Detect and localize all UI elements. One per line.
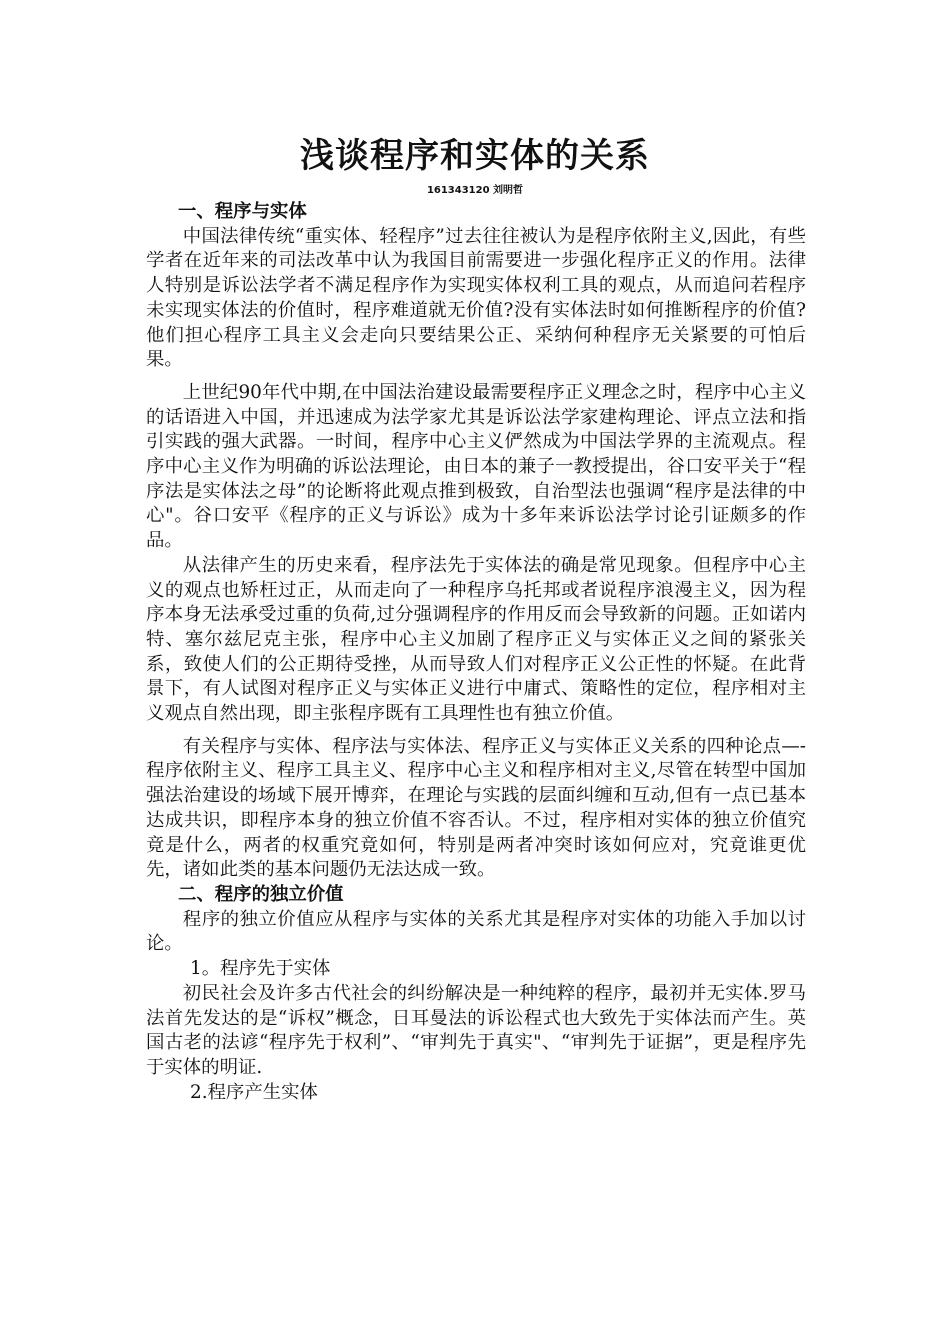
paragraph: 中国法律传统“重实体、轻程序”过去往往被认为是程序依附主义,因此，有些学者在近年来的司法改革中认为我国目前需要进一步强化程序正义的作用。法律人特别是诉讼法学者不满足程序作为实现实体权利工具的观点，从而追问若程序未实现实体法的价值时，程序难道就无价值?没有实体法时如何推断程序的价值? 他们担心程序工具主义会走向只要结果公正、采纳何种程序无关紧要的可怕后果。 (146, 225, 806, 371)
paragraph: 程序的独立价值应从程序与实体的关系尤其是程序对实体的功能入手加以讨论。 (146, 908, 806, 955)
section-heading-2: 二、程序的独立价值 (178, 883, 344, 905)
paragraph: 上世纪90年代中期,在中国法治建设最需要程序正义理念之时，程序中心主义的话语进入中国，并迅速成为法学家尤其是诉讼法学家建构理论、评点立法和指引实践的强大武器。一时间，程序中心主义俨然成为中国法学界的主流观点。程序中心主义作为明确的诉讼法理论，由日本的兼子一教授提出，谷口安平关于“程序法是实体法之母”的论断将此观点推到极致，自治型法也强调“程序是法律的中心"。谷口安平《程序的正义与诉讼》成为十多年来诉讼法学讨论引证颇多的作品。 (146, 381, 806, 552)
subheading-2: 2.程序产生实体 (190, 1081, 318, 1103)
subheading-1: 1。程序先于实体 (190, 958, 331, 980)
document-body (146, 200, 806, 1105)
document-title: 浅谈程序和实体的关系 (300, 136, 650, 176)
paragraph: 从法律产生的历史来看，程序法先于实体法的确是常见现象。但程序中心主义的观点也矫枉过正，从而走向了一种程序乌托邦或者说程序浪漫主义，因为程序本身无法承受过重的负荷,过分强调程序的作用反而会导致新的问题。正如诺内特、塞尔兹尼克主张，程序中心主义加剧了程序正义与实体正义之间的紧张关系，致使人们的公正期待受挫，从而导致人们对程序正义公正性的怀疑。在此背景下，有人试图对程序正义与实体正义进行中庸式、策略性的定位，程序相对主义观点自然出现，即主张程序既有工具理性也有独立价值。 (146, 554, 806, 725)
author-line: 161343120 刘明哲 (426, 185, 524, 196)
paragraph: 初民社会及许多古代社会的纠纷解决是一种纯粹的程序，最初并无实体.罗马法首先发达的是“诉权”概念，日耳曼法的诉讼程式也大致先于实体法而产生。英国古老的法谚“程序先于权利”、“审判先于真实"、“审判先于证据”，更是程序先于实体的明证. (146, 982, 806, 1078)
section-heading-1: 一、程序与实体 (178, 201, 307, 222)
paragraph: 有关程序与实体、程序法与实体法、程序正义与实体正义关系的四种论点—-程序依附主义、程序工具主义、程序中心主义和程序相对主义,尽管在转型中国加强法治建设的场域下展开博弈，在理论与实践的层面纠缠和互动,但有一点已基本达成共识，即程序本身的独立价值不容否认。不过，程序相对实体的独立价值究竟是什么，两者的权重究竟如何，特别是两者冲突时该如何应对，究竟谁更优先，诸如此类的基本问题仍无法达成一致。 (146, 735, 806, 881)
